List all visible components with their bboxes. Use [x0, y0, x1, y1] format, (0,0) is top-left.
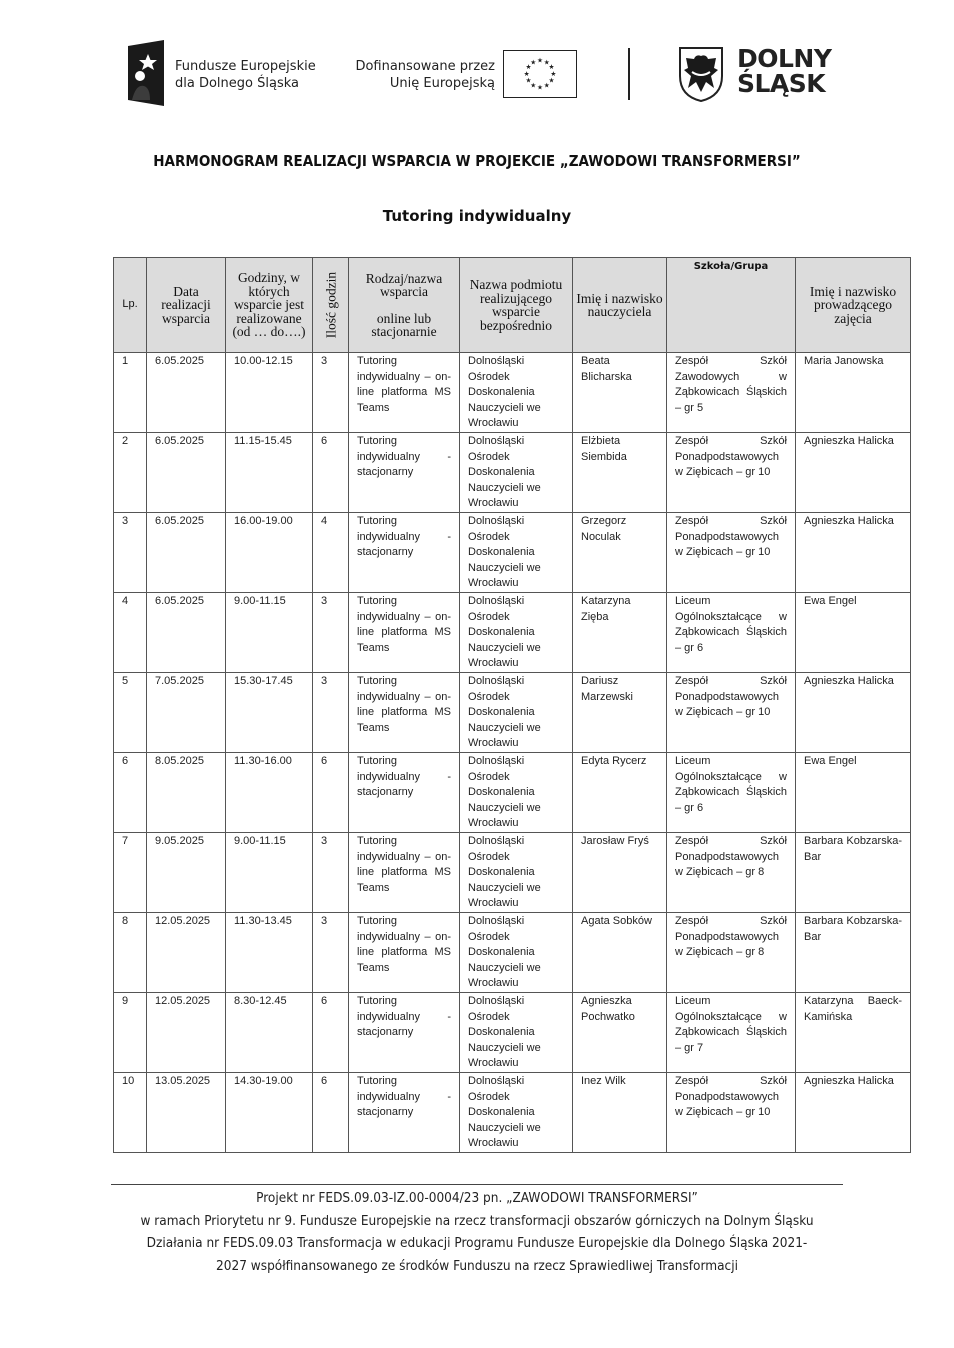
- cell-school: Zespół Szkół Ponadpodstawowych w Ziębicach – gr 8: [667, 833, 796, 913]
- cell-type: Tutoring indywidualny – on-line platforma MS Teams: [349, 833, 460, 913]
- header-type-line2: online lub stacjonarnie: [371, 310, 437, 339]
- cell-leader: Agnieszka Halicka: [796, 513, 911, 593]
- cell-hours: 9.00-11.15: [226, 833, 313, 913]
- footer-line4: 2027 współfinansowanego ze środków Funduszu na rzecz Sprawiedliwej Transformacji: [216, 1257, 738, 1274]
- cell-count: 4: [313, 513, 349, 593]
- table-row: [114, 993, 911, 1073]
- cell-teacher: Jarosław Fryś: [573, 833, 667, 913]
- document-subtitle: Tutoring indywidualny: [382, 207, 572, 225]
- cell-lp: 10: [114, 1073, 147, 1153]
- lower-silesia-crest-icon: [678, 46, 724, 102]
- cell-type: Tutoring indywidualny – on-line platforma MS Teams: [349, 673, 460, 753]
- cell-entity: Dolnośląski Ośrodek Doskonalenia Nauczycieli we Wrocławiu: [460, 353, 573, 433]
- cell-school: Liceum Ogólnokształcące w Ząbkowicach Śląskich – gr 6: [667, 593, 796, 673]
- header-count: [313, 258, 349, 353]
- cell-leader: Maria Janowska: [796, 353, 911, 433]
- cell-hours: 9.00-11.15: [226, 593, 313, 673]
- cell-leader: Ewa Engel: [796, 753, 911, 833]
- cell-date: 6.05.2025: [147, 353, 226, 433]
- cell-entity: Dolnośląski Ośrodek Doskonalenia Nauczycieli we Wrocławiu: [460, 993, 573, 1073]
- header-teacher: Imię i nazwisko nauczyciela: [573, 258, 667, 353]
- cell-leader: Agnieszka Halicka: [796, 1073, 911, 1153]
- cell-date: 6.05.2025: [147, 593, 226, 673]
- schedule-table: [113, 257, 911, 1153]
- svg-text:★: ★: [530, 81, 537, 90]
- cell-type: Tutoring indywidualny – on-line platforma MS Teams: [349, 913, 460, 993]
- cell-date: 9.05.2025: [147, 833, 226, 913]
- footer-divider: [111, 1184, 843, 1185]
- cell-lp: 2: [114, 433, 147, 513]
- cell-leader: Agnieszka Halicka: [796, 433, 911, 513]
- svg-text:★: ★: [543, 58, 550, 67]
- cell-lp: 7: [114, 833, 147, 913]
- cell-count: 6: [313, 433, 349, 513]
- cell-lp: 4: [114, 593, 147, 673]
- header-type-line1: Rodzaj/nazwa wsparcia: [365, 270, 443, 299]
- cofinanced-text: [350, 58, 495, 92]
- cell-type: Tutoring indywidualny – on-line platforma MS Teams: [349, 353, 460, 433]
- logo-divider: [628, 48, 630, 100]
- svg-text:★: ★: [548, 63, 555, 72]
- footer-line2: w ramach Priorytetu nr 9. Fundusze Europejskie na rzecz transformacji obszarów górniczych na Dolnym Śląsku: [140, 1212, 814, 1229]
- svg-text:★: ★: [523, 69, 530, 78]
- cell-date: 13.05.2025: [147, 1073, 226, 1153]
- cell-teacher: Grzegorz Noculak: [573, 513, 667, 593]
- table-row: [114, 353, 911, 433]
- cell-school: Zespół Szkół Zawodowych w Ząbkowicach Śląskich – gr 5: [667, 353, 796, 433]
- table-row: [114, 593, 911, 673]
- cell-entity: Dolnośląski Ośrodek Doskonalenia Nauczycieli we Wrocławiu: [460, 833, 573, 913]
- cofinanced-line2: Unię Europejską: [389, 76, 495, 91]
- svg-text:★: ★: [537, 83, 543, 92]
- cell-date: 6.05.2025: [147, 433, 226, 513]
- cell-leader: Katarzyna Baeck-Kamińska: [796, 993, 911, 1073]
- dolny-slask-logo-text: [737, 46, 831, 96]
- region-line2: ŚLĄSK: [737, 69, 826, 98]
- cell-leader: Barbara Kobzarska-Bar: [796, 913, 911, 993]
- svg-text:★: ★: [550, 69, 557, 78]
- cell-type: Tutoring indywidualny - stacjonarny: [349, 753, 460, 833]
- cell-entity: Dolnośląski Ośrodek Doskonalenia Nauczycieli we Wrocławiu: [460, 513, 573, 593]
- cell-type: Tutoring indywidualny – on-line platforma MS Teams: [349, 593, 460, 673]
- table-row: [114, 433, 911, 513]
- header-school: Szkoła/Grupa: [667, 258, 796, 353]
- cell-hours: 11.15-15.45: [226, 433, 313, 513]
- cell-type: Tutoring indywidualny - stacjonarny: [349, 1073, 460, 1153]
- cell-hours: 16.00-19.00: [226, 513, 313, 593]
- svg-text:★: ★: [525, 63, 532, 72]
- cell-leader: Ewa Engel: [796, 593, 911, 673]
- fe-logo-text: [175, 58, 316, 92]
- header-lp: Lp.: [114, 258, 147, 353]
- header-logos: [120, 30, 860, 120]
- cell-hours: 11.30-16.00: [226, 753, 313, 833]
- cell-date: 12.05.2025: [147, 993, 226, 1073]
- cofinanced-line1: Dofinansowane przez: [355, 59, 495, 74]
- cell-hours: 10.00-12.15: [226, 353, 313, 433]
- cell-type: Tutoring indywidualny - stacjonarny: [349, 513, 460, 593]
- cell-lp: 5: [114, 673, 147, 753]
- table-row: [114, 673, 911, 753]
- table-row: [114, 913, 911, 993]
- cell-entity: Dolnośląski Ośrodek Doskonalenia Nauczycieli we Wrocławiu: [460, 673, 573, 753]
- region-line1: DOLNY: [737, 44, 832, 73]
- svg-text:★: ★: [543, 81, 550, 90]
- cell-count: 6: [313, 993, 349, 1073]
- cell-count: 6: [313, 1073, 349, 1153]
- cell-date: 7.05.2025: [147, 673, 226, 753]
- cell-count: 3: [313, 593, 349, 673]
- cell-school: Zespół Szkół Ponadpodstawowych w Ziębicach – gr 10: [667, 673, 796, 753]
- cell-teacher: Inez Wilk: [573, 1073, 667, 1153]
- cell-date: 6.05.2025: [147, 513, 226, 593]
- cell-type: Tutoring indywidualny - stacjonarny: [349, 993, 460, 1073]
- cell-hours: 11.30-13.45: [226, 913, 313, 993]
- fe-logo-line2: dla Dolnego Śląska: [175, 76, 299, 91]
- cell-lp: 1: [114, 353, 147, 433]
- cell-count: 3: [313, 353, 349, 433]
- table-row: [114, 1073, 911, 1153]
- svg-text:★: ★: [548, 76, 555, 85]
- fe-logo-line1: Fundusze Europejskie: [175, 59, 316, 74]
- cell-entity: Dolnośląski Ośrodek Doskonalenia Nauczycieli we Wrocławiu: [460, 753, 573, 833]
- header-type: [349, 258, 460, 353]
- cell-teacher: Beata Blicharska: [573, 353, 667, 433]
- cell-teacher: Agnieszka Pochwatko: [573, 993, 667, 1073]
- cell-lp: 6: [114, 753, 147, 833]
- cell-count: 3: [313, 913, 349, 993]
- footer-line3: Działania nr FEDS.09.03 Transformacja w edukacji Programu Fundusze Europejskie dla Dolnego Śląska 2021-: [146, 1235, 808, 1251]
- cell-school: Zespół Szkół Ponadpodstawowych w Ziębicach – gr 10: [667, 1073, 796, 1153]
- footer-line1: Projekt nr FEDS.09.03-IZ.00-0004/23 pn. „ZAWODOWI TRANSFORMERSI”: [256, 1190, 698, 1206]
- table-row: [114, 753, 911, 833]
- cell-lp: 9: [114, 993, 147, 1073]
- header-date: Data realizacji wsparcia: [147, 258, 226, 353]
- cell-leader: Barbara Kobzarska-Bar: [796, 833, 911, 913]
- cell-teacher: Agata Sobków: [573, 913, 667, 993]
- cell-entity: Dolnośląski Ośrodek Doskonalenia Nauczycieli we Wrocławiu: [460, 1073, 573, 1153]
- cell-count: 6: [313, 753, 349, 833]
- cell-school: Liceum Ogólnokształcące w Ząbkowicach Śląskich – gr 7: [667, 993, 796, 1073]
- cell-teacher: Elżbieta Siembida: [573, 433, 667, 513]
- cell-teacher: Katarzyna Zięba: [573, 593, 667, 673]
- cell-lp: 8: [114, 913, 147, 993]
- cell-type: Tutoring indywidualny - stacjonarny: [349, 433, 460, 513]
- table-row: [114, 513, 911, 593]
- cell-leader: Agnieszka Halicka: [796, 673, 911, 753]
- cell-date: 12.05.2025: [147, 913, 226, 993]
- document-title: HARMONOGRAM REALIZACJI WSPARCIA W PROJEKCIE „ZAWODOWI TRANSFORMERSI”: [153, 152, 801, 170]
- cell-entity: Dolnośląski Ośrodek Doskonalenia Nauczycieli we Wrocławiu: [460, 593, 573, 673]
- cell-entity: Dolnośląski Ośrodek Doskonalenia Nauczycieli we Wrocławiu: [460, 913, 573, 993]
- cell-date: 8.05.2025: [147, 753, 226, 833]
- cell-hours: 14.30-19.00: [226, 1073, 313, 1153]
- cell-teacher: Dariusz Marzewski: [573, 673, 667, 753]
- header-count-label: Ilość godzin: [322, 271, 338, 339]
- cell-school: Zespół Szkół Ponadpodstawowych w Ziębicach – gr 8: [667, 913, 796, 993]
- cell-hours: 15.30-17.45: [226, 673, 313, 753]
- cell-teacher: Edyta Rycerz: [573, 753, 667, 833]
- cell-count: 3: [313, 833, 349, 913]
- table-header-row: [114, 258, 911, 353]
- table-row: [114, 833, 911, 913]
- svg-text:★: ★: [530, 58, 537, 67]
- fundusze-europejskie-logo-icon: [128, 40, 164, 106]
- eu-flag-icon: [503, 50, 577, 98]
- cell-school: Zespół Szkół Ponadpodstawowych w Ziębicach – gr 10: [667, 513, 796, 593]
- cell-lp: 3: [114, 513, 147, 593]
- header-entity: Nazwa podmiotu realizującego wsparcie bezpośrednio: [460, 258, 573, 353]
- cell-hours: 8.30-12.45: [226, 993, 313, 1073]
- header-hours: Godziny, w których wsparcie jest realizowane (od … do….): [226, 258, 313, 353]
- cell-school: Liceum Ogólnokształcące w Ząbkowicach Śląskich – gr 6: [667, 753, 796, 833]
- svg-text:★: ★: [525, 76, 532, 85]
- svg-text:★: ★: [537, 56, 543, 65]
- cell-entity: Dolnośląski Ośrodek Doskonalenia Nauczycieli we Wrocławiu: [460, 433, 573, 513]
- header-leader: Imię i nazwisko prowadzącego zajęcia: [796, 258, 911, 353]
- cell-school: Zespół Szkół Ponadpodstawowych w Ziębicach – gr 10: [667, 433, 796, 513]
- footer: [100, 1187, 854, 1277]
- cell-count: 3: [313, 673, 349, 753]
